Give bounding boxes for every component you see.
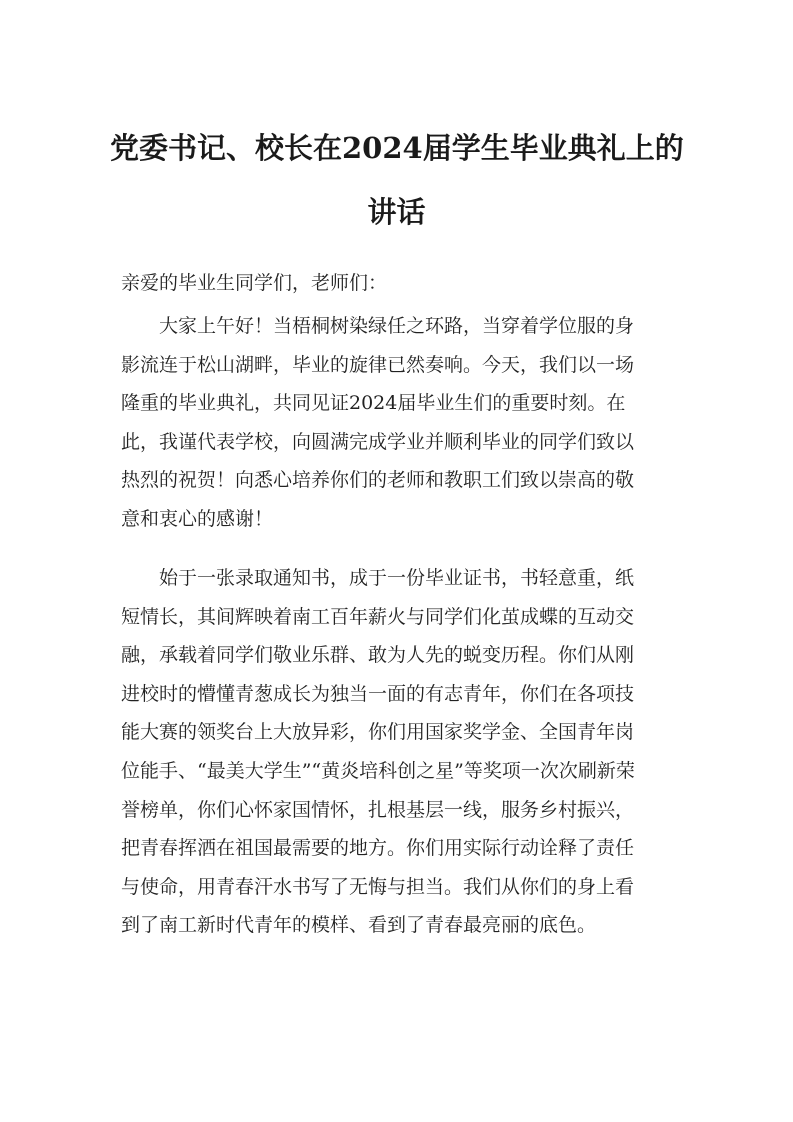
paragraph-2: [121, 559, 681, 945]
paragraph-line: 誉榜单，你们心怀家国情怀，扎根基层一线，服务乡村振兴，: [121, 798, 635, 821]
paragraph-line: 位能手、“最美大学生”“黄炎培科创之星”等奖项一次次刷新荣: [121, 759, 635, 782]
paragraph-line: 影流连于松山湖畔，毕业的旋律已然奏响。今天，我们以一场: [121, 353, 635, 376]
paragraph-line: 到了南工新时代青年的模样、看到了青春最亮丽的底色。: [121, 914, 597, 937]
paragraph-line: 隆重的毕业典礼，共同见证2024届毕业生们的重要时刻。在: [121, 392, 626, 415]
paragraph-line: 能大赛的领奖台上大放异彩，你们用国家奖学金、全国青年岗: [121, 721, 635, 744]
paragraph-line: 大家上午好！当梧桐树染绿任之环路，当穿着学位服的身: [159, 315, 635, 337]
paragraph-line: 与使命，用青春汗水书写了无悔与担当。我们从你们的身上看: [121, 875, 635, 898]
paragraph-line: 始于一张录取通知书，成于一份毕业证书，书轻意重，纸: [159, 567, 635, 589]
paragraph-line: 把青春挥洒在祖国最需要的地方。你们用实际行动诠释了责任: [121, 837, 635, 860]
paragraph-line: 进校时的懵懂青葱成长为独当一面的有志青年，你们在各项技: [121, 682, 635, 705]
paragraph-line: 热烈的祝贺！向悉心培养你们的老师和教职工们致以崇高的敬: [121, 469, 635, 492]
paragraph-1: [121, 307, 681, 539]
document-title-line-1: 党委书记、校长在2024届学生毕业典礼上的: [110, 131, 684, 165]
paragraph-line: 意和衷心的感谢！: [121, 507, 274, 530]
paragraph-line: 融，承载着同学们敬业乐群、敢为人先的蜕变历程。你们从刚: [121, 644, 635, 667]
document-title-line-2: 讲话: [367, 195, 426, 229]
paragraph-line: 此，我谨代表学校，向圆满完成学业并顺利毕业的同学们致以: [121, 430, 635, 453]
paragraph-line: 短情长，其间辉映着南工百年薪火与同学们化茧成蝶的互动交: [121, 605, 635, 628]
salutation: 亲爱的毕业生同学们，老师们：: [121, 272, 388, 294]
